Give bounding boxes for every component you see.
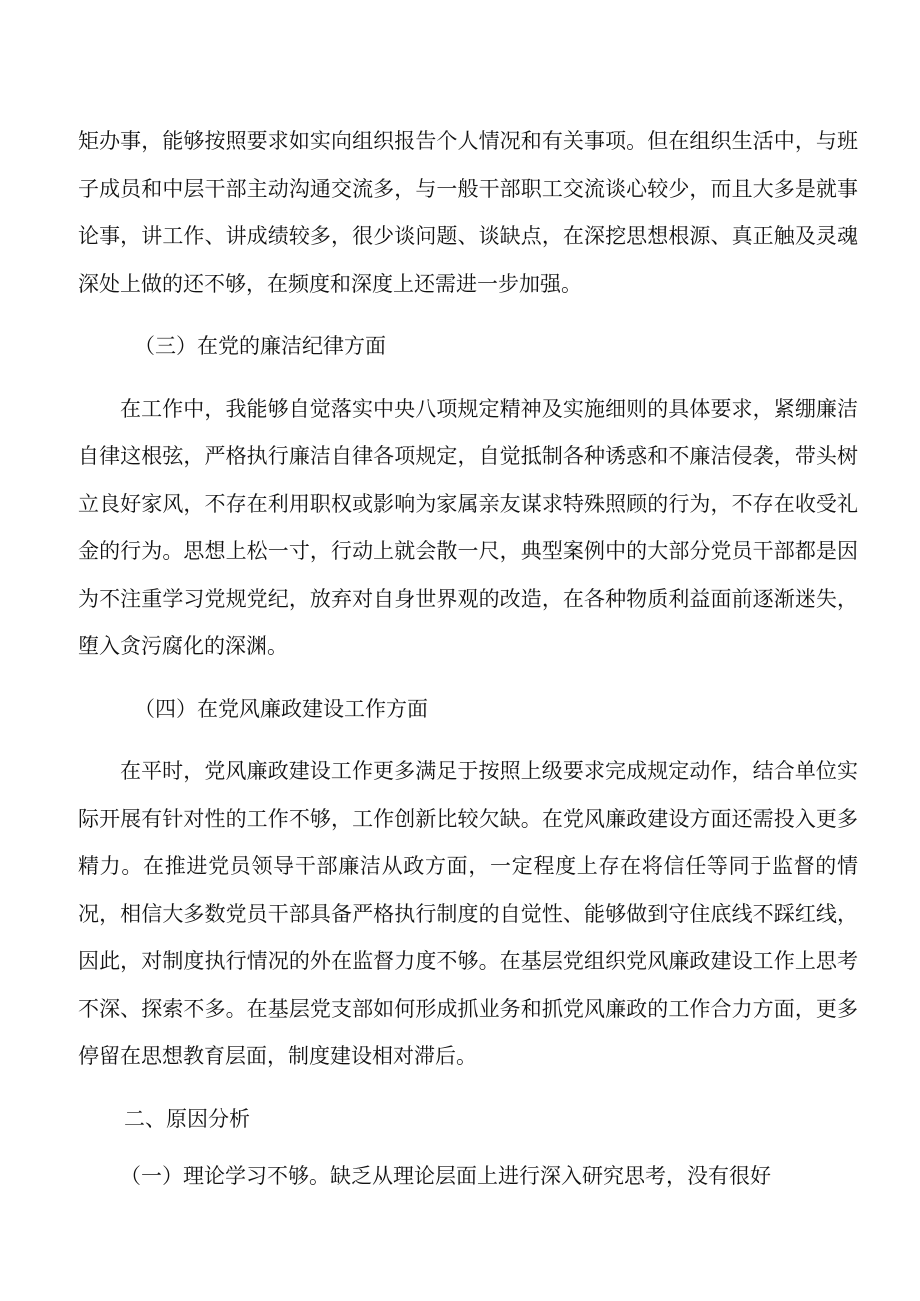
paragraph-integrity-discipline: 在工作中，我能够自觉落实中央八项规定精神及实施细则的具体要求，紧绷廉洁自律这根弦，严格执行廉洁自律各项规定，自觉抵制各种诱惑和不廉洁侵袭，带头树立良好家风，不存在利用职权或影响为家属亲友谋求特殊照顾的行为，不存在收受礼金的行为。思想上松一寸，行动上就会散一尺，典型案例中的大部分党员干部都是因为不注重学习党规党纪，放弃对自身世界观的改造，在各种物质利益面前逐渐迷失，堕入贪污腐化的深渊。 bbox=[78, 396, 858, 658]
paragraph-theory-study: （一）理论学习不够。缺乏从理论层面上进行深入研究思考，没有很好 bbox=[120, 1164, 771, 1188]
paragraph-party-conduct: 在平时，党风廉政建设工作更多满足于按照上级要求完成规定动作，结合单位实际开展有针对性的工作不够，工作创新比较欠缺。在党风廉政建设方面还需投入更多精力。在推进党员领导干部廉洁从政方面，一定程度上存在将信任等同于监督的情况，相信大多数党员干部具备严格执行制度的自觉性、能够做到守住底线不踩红线，因此，对制度执行情况的外在监督力度不够。在基层党组织党风廉政建设工作上思考不深、探索不多。在基层党支部如何形成抓业务和抓党风廉政的工作合力方面，更多停留在思想教育层面，制度建设相对滞后。 bbox=[78, 759, 858, 1068]
main-heading-cause-analysis: 二、原因分析 bbox=[124, 1106, 250, 1131]
section-heading-4: （四）在党风廉政建设工作方面 bbox=[134, 696, 428, 721]
document-page bbox=[78, 118, 858, 1201]
section-heading-3: （三）在党的廉洁纪律方面 bbox=[134, 334, 386, 358]
paragraph-continuation: 矩办事，能够按照要求如实向组织报告个人情况和有关事项。但在组织生活中，与班子成员和中层干部主动沟通交流多，与一般干部职工交流谈心较少，而且大多是就事论事，讲工作、讲成绩较多，很少谈问题、谈缺点，在深挖思想根源、真正触及灵魂深处上做的还不够，在频度和深度上还需进一步加强。 bbox=[78, 129, 858, 296]
